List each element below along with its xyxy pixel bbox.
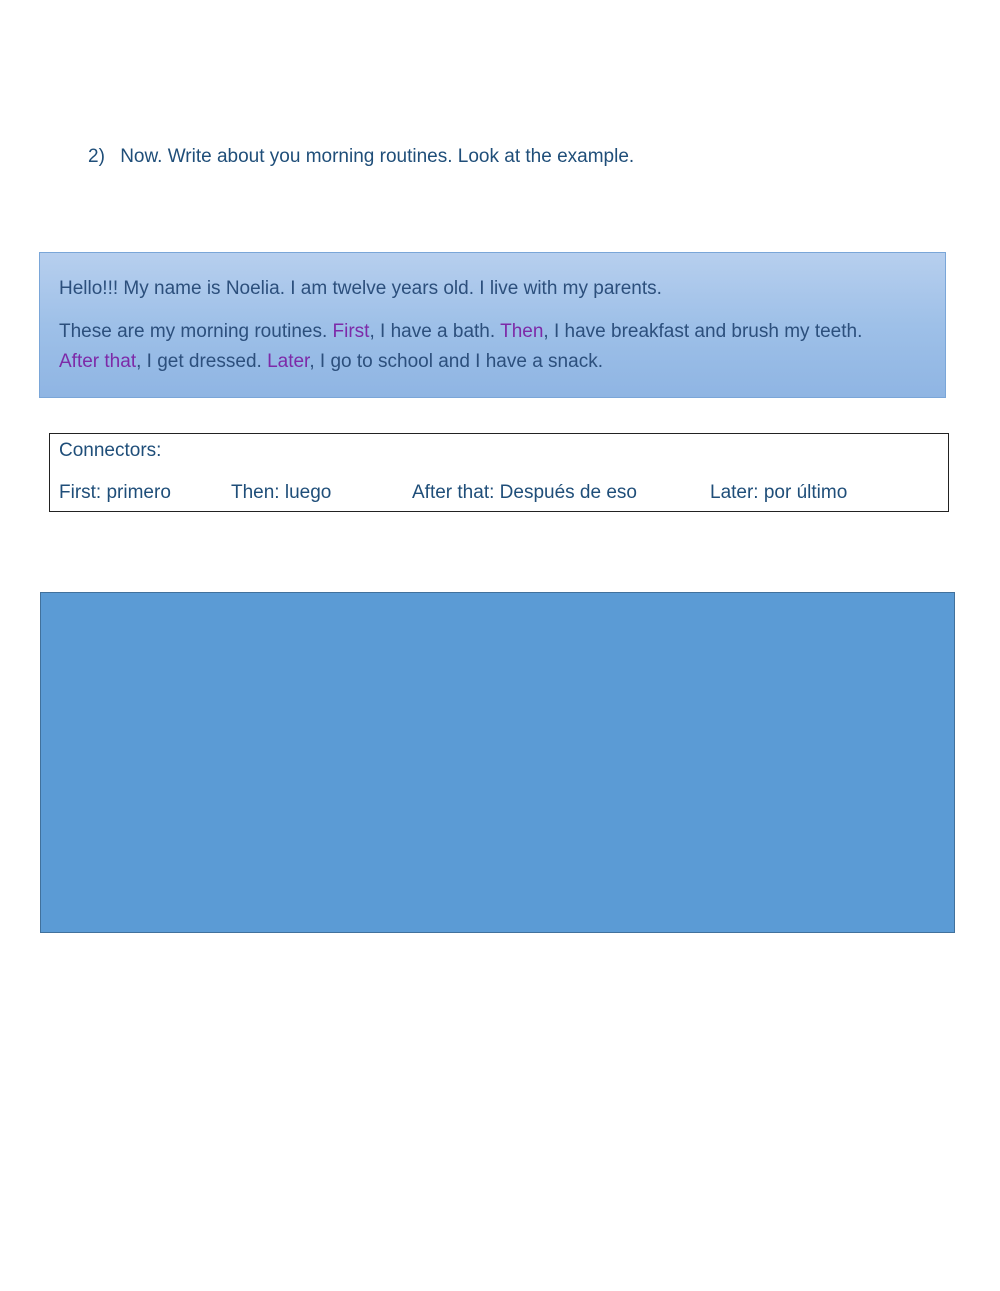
connector-after-that: After that: Después de eso <box>412 482 637 503</box>
example-text: , I go to school and I have a snack. <box>309 351 603 372</box>
example-line-1 <box>59 274 662 304</box>
instruction-text: Now. Write about you morning routines. Look at the example. <box>120 146 635 167</box>
example-text: , I have breakfast and brush my teeth. <box>543 321 863 342</box>
example-text: These are my morning routines. <box>59 321 333 342</box>
example-line-2 <box>59 317 862 347</box>
connectors-title: Connectors: <box>59 440 162 461</box>
example-box <box>39 252 946 398</box>
connector-highlight-first: First <box>332 321 370 342</box>
connectors-box <box>49 433 949 512</box>
connector-highlight-later: Later <box>267 351 310 372</box>
example-text: , I get dressed. <box>136 351 268 372</box>
answer-text-area[interactable] <box>40 592 955 933</box>
connector-later: Later: por último <box>710 482 848 503</box>
connector-then: Then: luego <box>231 482 332 503</box>
connector-first: First: primero <box>59 482 171 503</box>
connector-highlight-then: Then <box>500 321 544 342</box>
example-line-1-text: Hello!!! My name is Noelia. I am twelve years old. I live with my parents. <box>59 278 662 299</box>
example-line-3 <box>59 347 603 377</box>
example-text: , I have a bath. <box>369 321 501 342</box>
instruction-number: 2) <box>88 146 105 167</box>
instruction <box>88 146 634 168</box>
connector-highlight-after-that: After that <box>59 351 137 372</box>
